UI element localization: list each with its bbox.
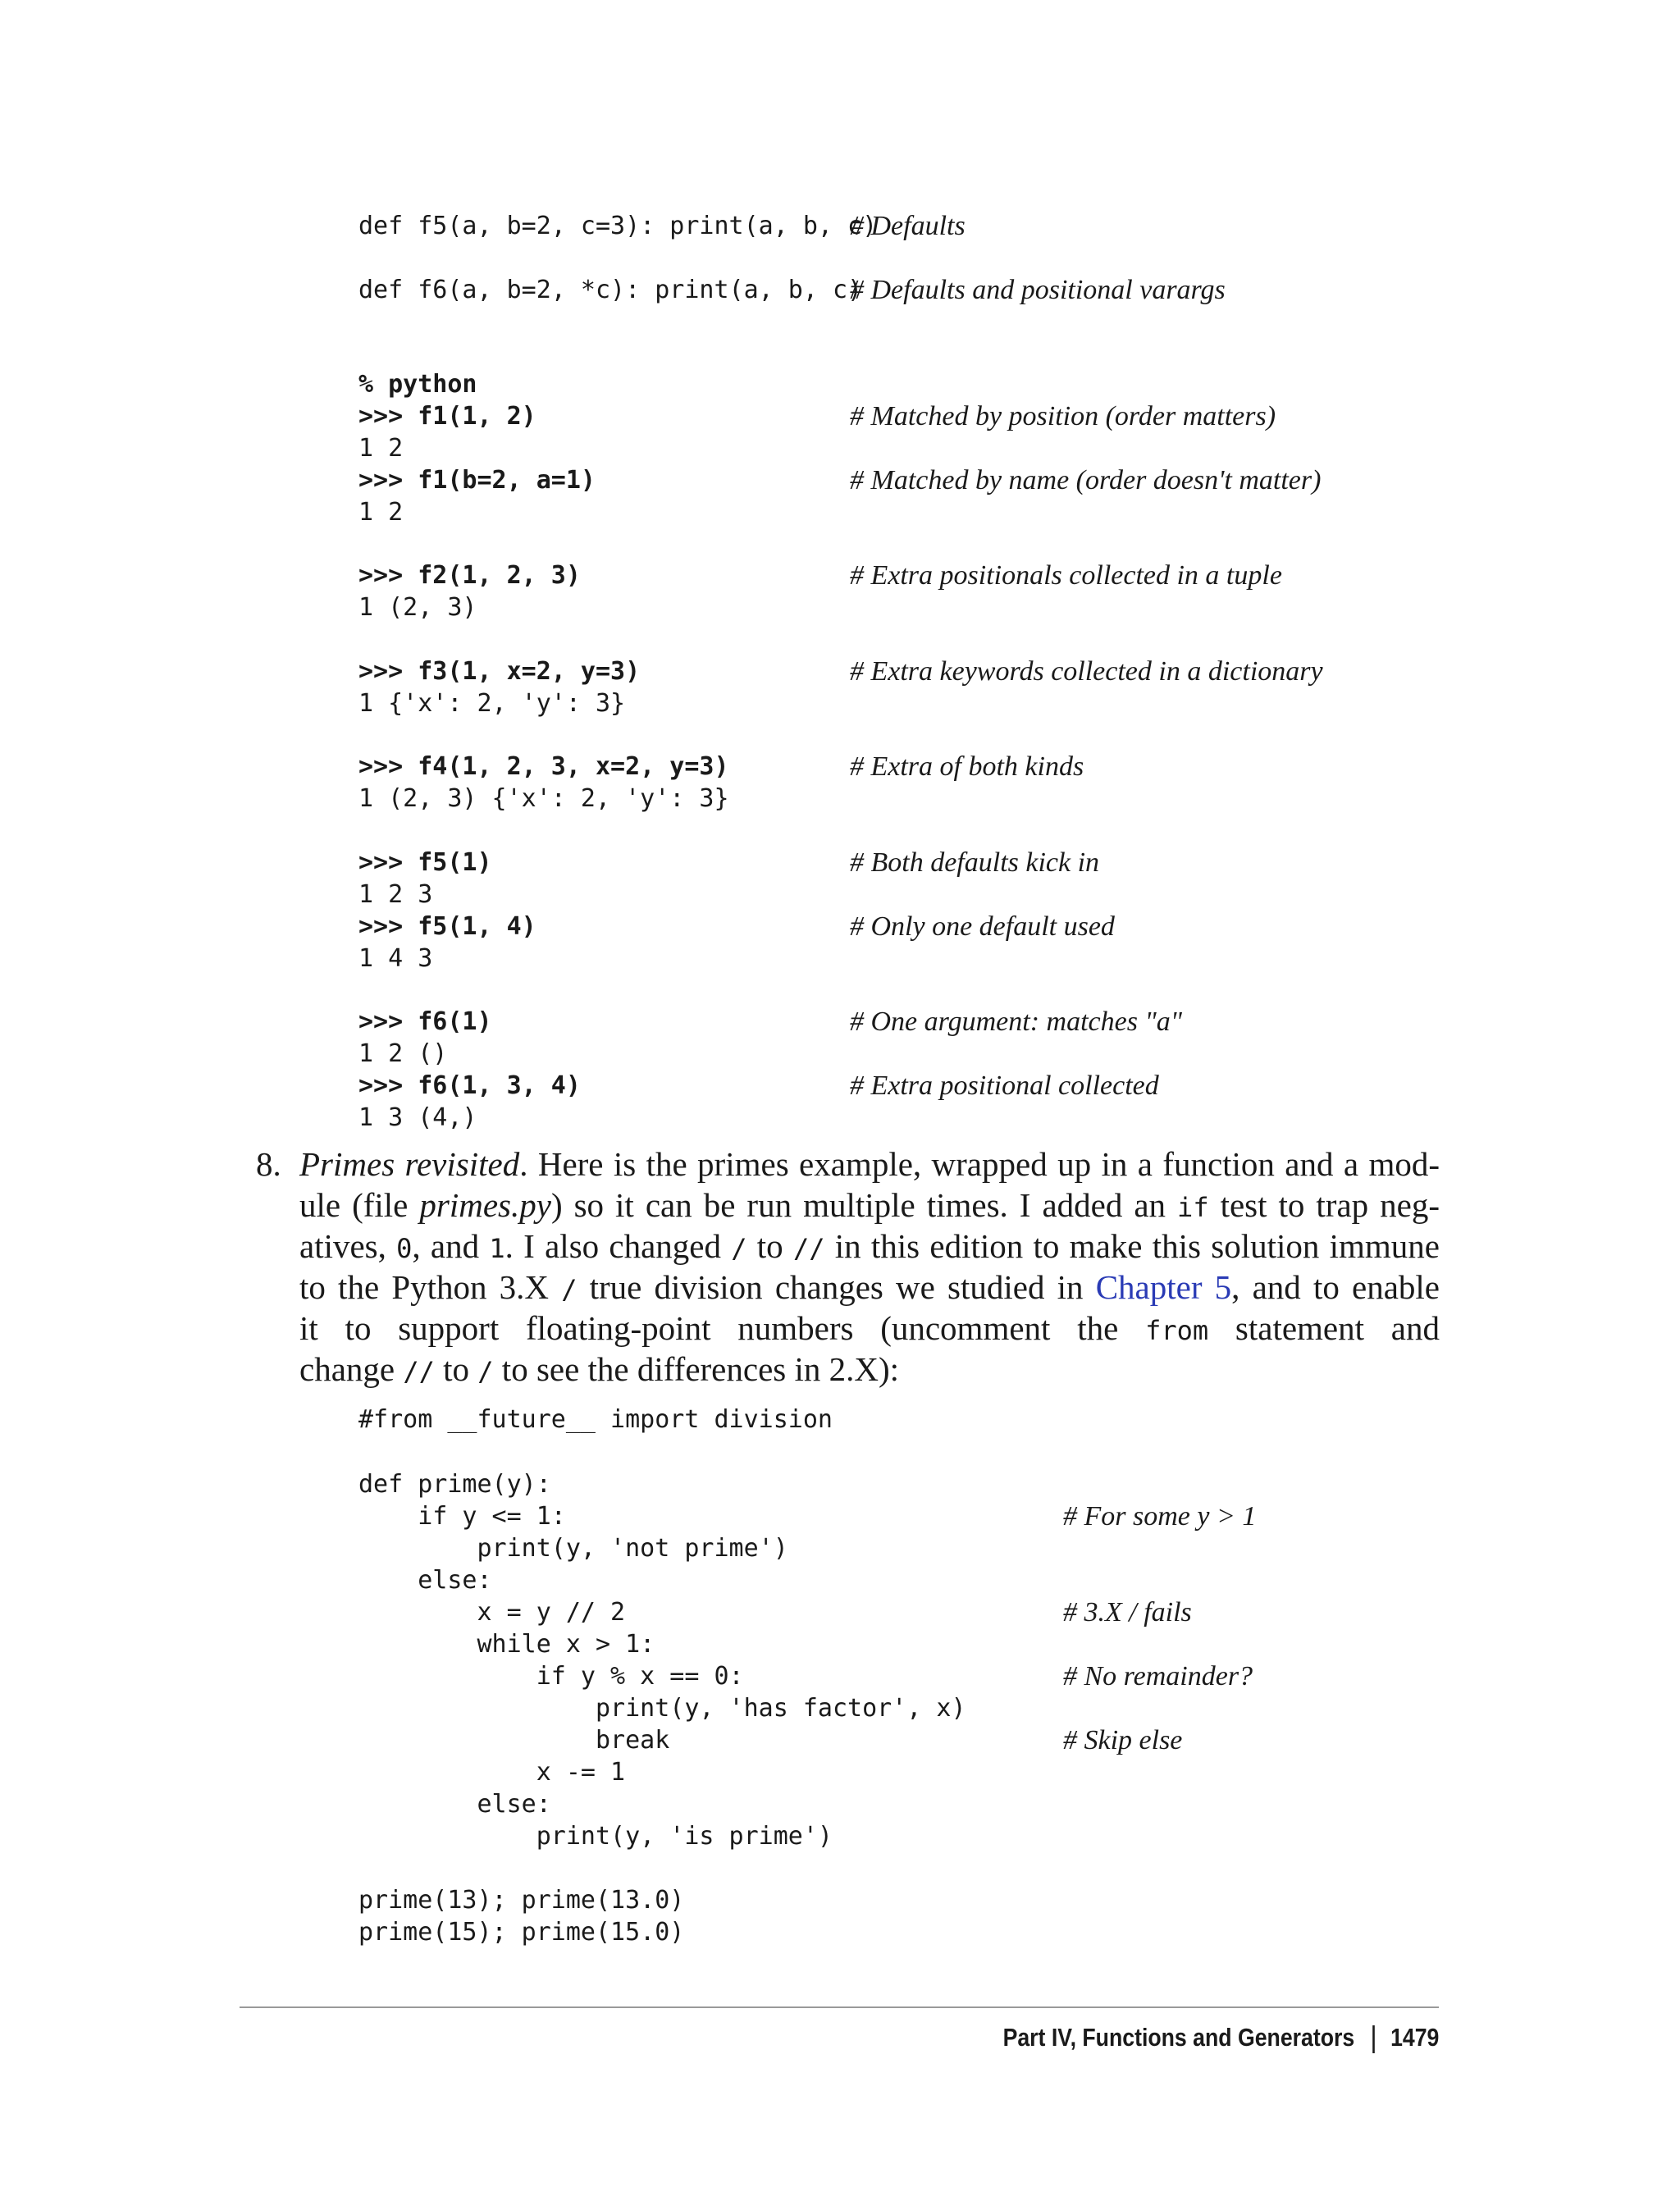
code-comment: # Matched by position (order matters) — [850, 401, 1276, 431]
code-line: print(y, 'is prime') — [358, 1822, 833, 1851]
session-line: >>> f3(1, x=2, y=3) — [358, 657, 641, 686]
footer-section: Part IV, Functions and Generators — [1002, 2023, 1354, 2052]
code-line: else: — [358, 1790, 551, 1819]
code-line-def-f5: def f5(a, b=2, c=3): print(a, b, c) — [358, 212, 878, 240]
code-comment: # 3.X / fails — [1063, 1597, 1192, 1628]
para-line: change // to / to see the differences in 2.X): — [299, 1350, 900, 1388]
code-comment: # Extra keywords collected in a dictionary — [850, 656, 1323, 687]
code-comment: # No remainder? — [1063, 1661, 1253, 1691]
page-number: 1479 — [1390, 2023, 1439, 2052]
session-output: 1 (2, 3) {'x': 2, 'y': 3} — [358, 784, 729, 813]
code-comment: # Matched by name (order doesn't matter) — [850, 465, 1322, 495]
para-line: ule (file primes.py) so it can be run multiple times. I added an if test to trap neg- — [299, 1186, 1440, 1224]
code-line: break — [358, 1726, 670, 1755]
page-footer — [1002, 2020, 1439, 2056]
code-line: #from __future__ import division — [358, 1405, 833, 1434]
session-line: % python — [358, 370, 477, 399]
code-comment: # Extra of both kinds — [850, 751, 1084, 782]
para-line: Primes revisited. Here is the primes example, wrapped up in a function and a mod- — [299, 1145, 1440, 1183]
footer-separator — [1372, 2025, 1375, 2053]
code-line: x = y // 2 — [358, 1598, 626, 1627]
list-item-number: 8. — [256, 1145, 281, 1183]
session-output: 1 3 (4,) — [358, 1103, 477, 1132]
code-comment: # Extra positionals collected in a tuple — [850, 560, 1282, 591]
session-line: >>> f2(1, 2, 3) — [358, 561, 581, 590]
session-output: 1 (2, 3) — [358, 593, 477, 622]
item-title: Primes revisited — [299, 1145, 520, 1183]
session-output: 1 4 3 — [358, 944, 433, 973]
code-comment: # Both defaults kick in — [850, 847, 1100, 878]
code-line: while x > 1: — [358, 1630, 655, 1659]
code-line: if y % x == 0: — [358, 1662, 744, 1691]
code-line: x -= 1 — [358, 1758, 626, 1787]
code-line: if y <= 1: — [358, 1502, 566, 1531]
code-line: prime(15); prime(15.0) — [358, 1918, 685, 1947]
code-comment: # Only one default used — [850, 911, 1115, 942]
code-comment: # Defaults — [850, 211, 966, 241]
code-line: def prime(y): — [358, 1470, 551, 1499]
code-line: print(y, 'has factor', x) — [358, 1694, 966, 1723]
footer-rule — [240, 2006, 1439, 2008]
item-8-paragraph — [299, 1144, 1440, 1390]
session-line: >>> f1(b=2, a=1) — [358, 466, 596, 495]
code-comment: # Skip else — [1063, 1725, 1183, 1755]
session-output: 1 2 () — [358, 1039, 448, 1068]
code-line: prime(13); prime(13.0) — [358, 1886, 685, 1915]
session-output: 1 2 3 — [358, 880, 433, 909]
session-line: >>> f4(1, 2, 3, x=2, y=3) — [358, 752, 729, 781]
session-line: >>> f5(1, 4) — [358, 912, 536, 941]
session-line: >>> f1(1, 2) — [358, 402, 536, 431]
para-line: atives, 0, and 1. I also changed / to // in this edition to make this solution immune — [299, 1227, 1440, 1265]
para-line: to the Python 3.X / true division changes we studied in Chapter 5, and to enable — [299, 1268, 1440, 1306]
session-line: >>> f6(1) — [358, 1007, 492, 1036]
code-comment: # For some y > 1 — [1063, 1501, 1257, 1532]
code-line-def-f6: def f6(a, b=2, *c): print(a, b, c) — [358, 276, 863, 304]
para-line: it to support floating-point numbers (uncomment the from statement and — [299, 1309, 1440, 1347]
code-line: print(y, 'not prime') — [358, 1534, 788, 1563]
code-comment: # Extra positional collected — [850, 1071, 1159, 1101]
session-line: >>> f6(1, 3, 4) — [358, 1071, 581, 1100]
code-comment: # Defaults and positional varargs — [850, 275, 1226, 305]
chapter-5-link[interactable]: Chapter 5 — [1095, 1268, 1232, 1306]
file-name: primes.py — [419, 1186, 551, 1224]
code-comment: # One argument: matches "a" — [850, 1007, 1182, 1037]
session-output: 1 {'x': 2, 'y': 3} — [358, 689, 626, 718]
session-output: 1 2 — [358, 434, 404, 463]
session-output: 1 2 — [358, 498, 404, 527]
code-line: else: — [358, 1566, 492, 1595]
session-line: >>> f5(1) — [358, 848, 492, 877]
